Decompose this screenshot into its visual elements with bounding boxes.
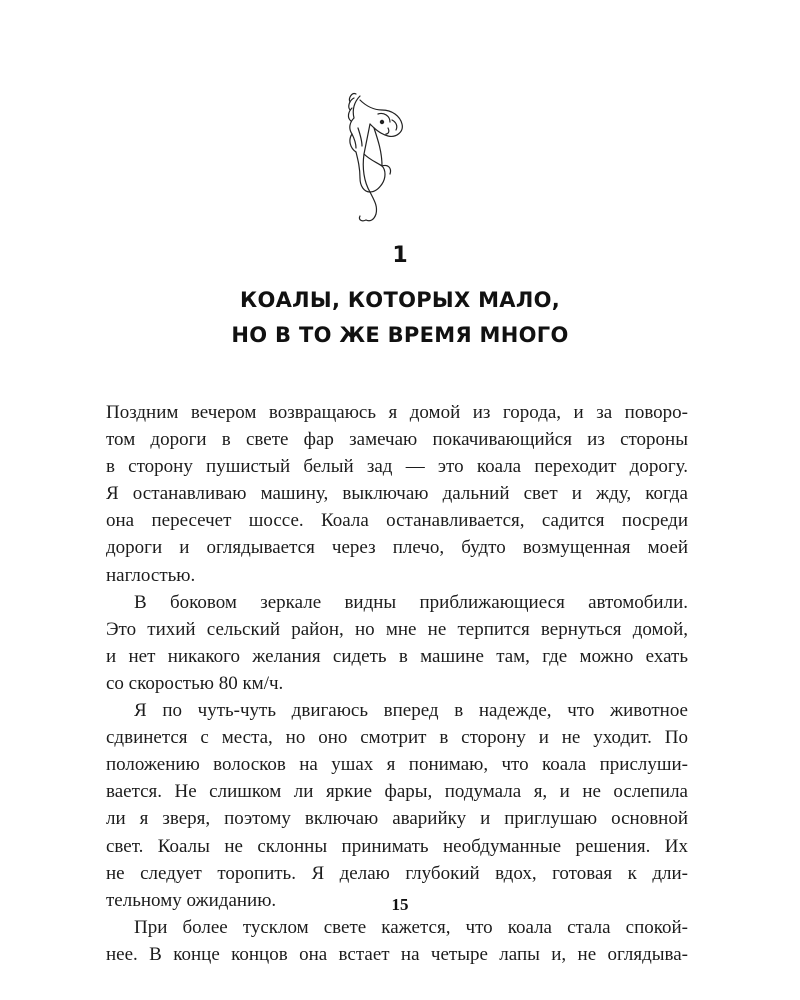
text-line: том дороги в свете фар замечаю покачивающийся из стороны bbox=[106, 429, 688, 451]
text-line: положению волосков на ушах я понимаю, что коала прислуши- bbox=[106, 754, 688, 776]
text-line: в сторону пушистый белый зад — это коала переходит дорогу. bbox=[106, 456, 688, 478]
text-line: вается. Не слишком ли яркие фары, подумала я, и не ослепила bbox=[106, 781, 688, 803]
text-line: ли я зверя, поэтому включаю аварийку и приглушаю основной bbox=[106, 808, 688, 830]
text-line: она пересечет шоссе. Коала останавливается, садится посреди bbox=[106, 510, 688, 532]
koala-sketch-icon bbox=[330, 88, 416, 228]
text-line: нее. В конце концов она встает на четыре лапы и, не оглядыва- bbox=[106, 943, 688, 965]
text-line: При более тусклом свете кажется, что коала стала спокой- bbox=[134, 916, 688, 938]
chapter-title-line: КОАЛЫ, КОТОРЫХ МАЛО, bbox=[239, 288, 561, 312]
text-line: свет. Коалы не склонны принимать необдуманные решения. Их bbox=[106, 835, 688, 857]
chapter-title-line: НО В ТО ЖЕ ВРЕМЯ МНОГО bbox=[231, 323, 569, 347]
text-line: сдвинется с места, но оно смотрит в сторону и не уходит. По bbox=[106, 727, 688, 749]
text-line: дороги и оглядывается через плечо, будто возмущенная моей bbox=[106, 537, 688, 559]
text-line: Это тихий сельский район, но мне не терпится вернуться домой, bbox=[106, 618, 688, 640]
body-text bbox=[106, 399, 688, 968]
chapter-number: 1 bbox=[392, 243, 408, 268]
text-line: Поздним вечером возвращаюсь я домой из города, и за поворо- bbox=[106, 402, 688, 423]
chapter-title bbox=[0, 283, 800, 353]
text-line: В боковом зеркале видны приближающиеся автомобили. bbox=[134, 591, 688, 613]
text-line: наглостью. bbox=[106, 564, 196, 586]
text-line: тельному ожиданию. bbox=[106, 889, 277, 911]
text-line: Я по чуть-чуть двигаюсь вперед в надежде, что животное bbox=[134, 700, 688, 722]
page-number: 15 bbox=[391, 895, 409, 914]
text-line: Я останавливаю машину, выключаю дальний свет и жду, когда bbox=[106, 483, 688, 505]
text-line: не следует торопить. Я делаю глубокий вдох, готовая к дли- bbox=[106, 862, 688, 884]
text-line: и нет никакого желания сидеть в машине там, где можно ехать bbox=[106, 645, 688, 667]
text-line: со скоростью 80 км/ч. bbox=[106, 672, 284, 694]
